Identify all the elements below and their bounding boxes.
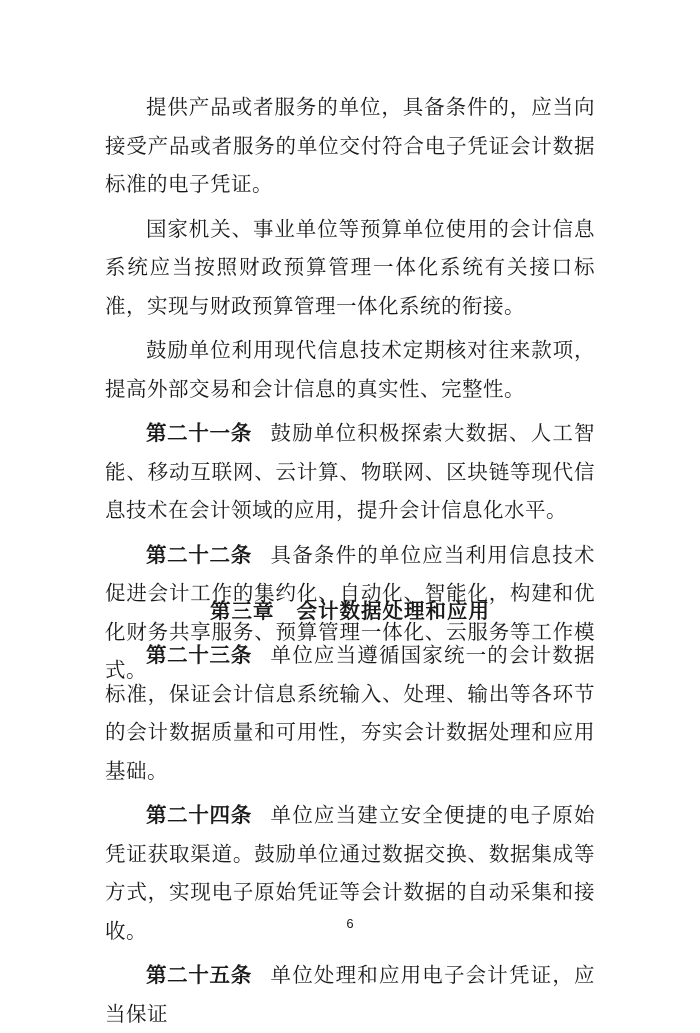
article-number: 第二十五条 bbox=[146, 963, 252, 987]
chapter-number: 第三章 bbox=[210, 599, 275, 623]
article-text: 单位应当遵循国家统一的会计数据标准，保证会计信息系统输入、处理、输出等各环节的会计数据质量和可用性，夯实会计数据处理和应用基础。 bbox=[105, 643, 595, 783]
paragraph bbox=[105, 88, 595, 204]
article-number: 第二十二条 bbox=[146, 542, 252, 567]
paragraph-text: 提供产品或者服务的单位，具备条件的，应当向接受产品或者服务的单位交付符合电子凭证会计数据标准的电子凭证。 bbox=[105, 95, 595, 196]
page-number: 6 bbox=[346, 916, 354, 931]
article-text: 单位处理和应用电子会计凭证，应当保证 bbox=[105, 963, 595, 1026]
paragraph bbox=[105, 331, 595, 408]
article-number: 第二十四条 bbox=[146, 803, 252, 827]
paragraph bbox=[105, 210, 595, 326]
chapter-title: 会计数据处理和应用 bbox=[296, 599, 490, 623]
paragraph-text: 国家机关、事业单位等预算单位使用的会计信息系统应当按照财政预算管理一体化系统有关接口标准，实现与财政预算管理一体化系统的衔接。 bbox=[105, 216, 595, 318]
article-paragraph bbox=[105, 956, 595, 1033]
article-text: 鼓励单位积极探索大数据、人工智能、移动互联网、云计算、物联网、区块链等现代信息技术在会计领域的应用，提升会计信息化水平。 bbox=[105, 421, 595, 522]
chapter-heading bbox=[0, 594, 700, 624]
paragraph-text: 鼓励单位利用现代信息技术定期核对往来款项，提高外部交易和会计信息的真实性、完整性。 bbox=[105, 338, 595, 401]
article-text: 具备条件的单位应当利用信息技术促进会计工作的集约化、自动化、智能化，构建和优化财务共享服务、预算管理一体化、云服务等工作模式。 bbox=[105, 542, 595, 682]
article-paragraph bbox=[105, 414, 595, 530]
article-text: 单位应当建立安全便捷的电子原始凭证获取渠道。鼓励单位通过数据交换、数据集成等方式，实现电子原始凭证等会计数据的自动采集和接收。 bbox=[105, 803, 595, 943]
body-text-lower bbox=[105, 636, 595, 1033]
article-paragraph bbox=[105, 636, 595, 790]
article-number: 第二十一条 bbox=[146, 421, 252, 445]
article-number: 第二十三条 bbox=[146, 643, 252, 667]
